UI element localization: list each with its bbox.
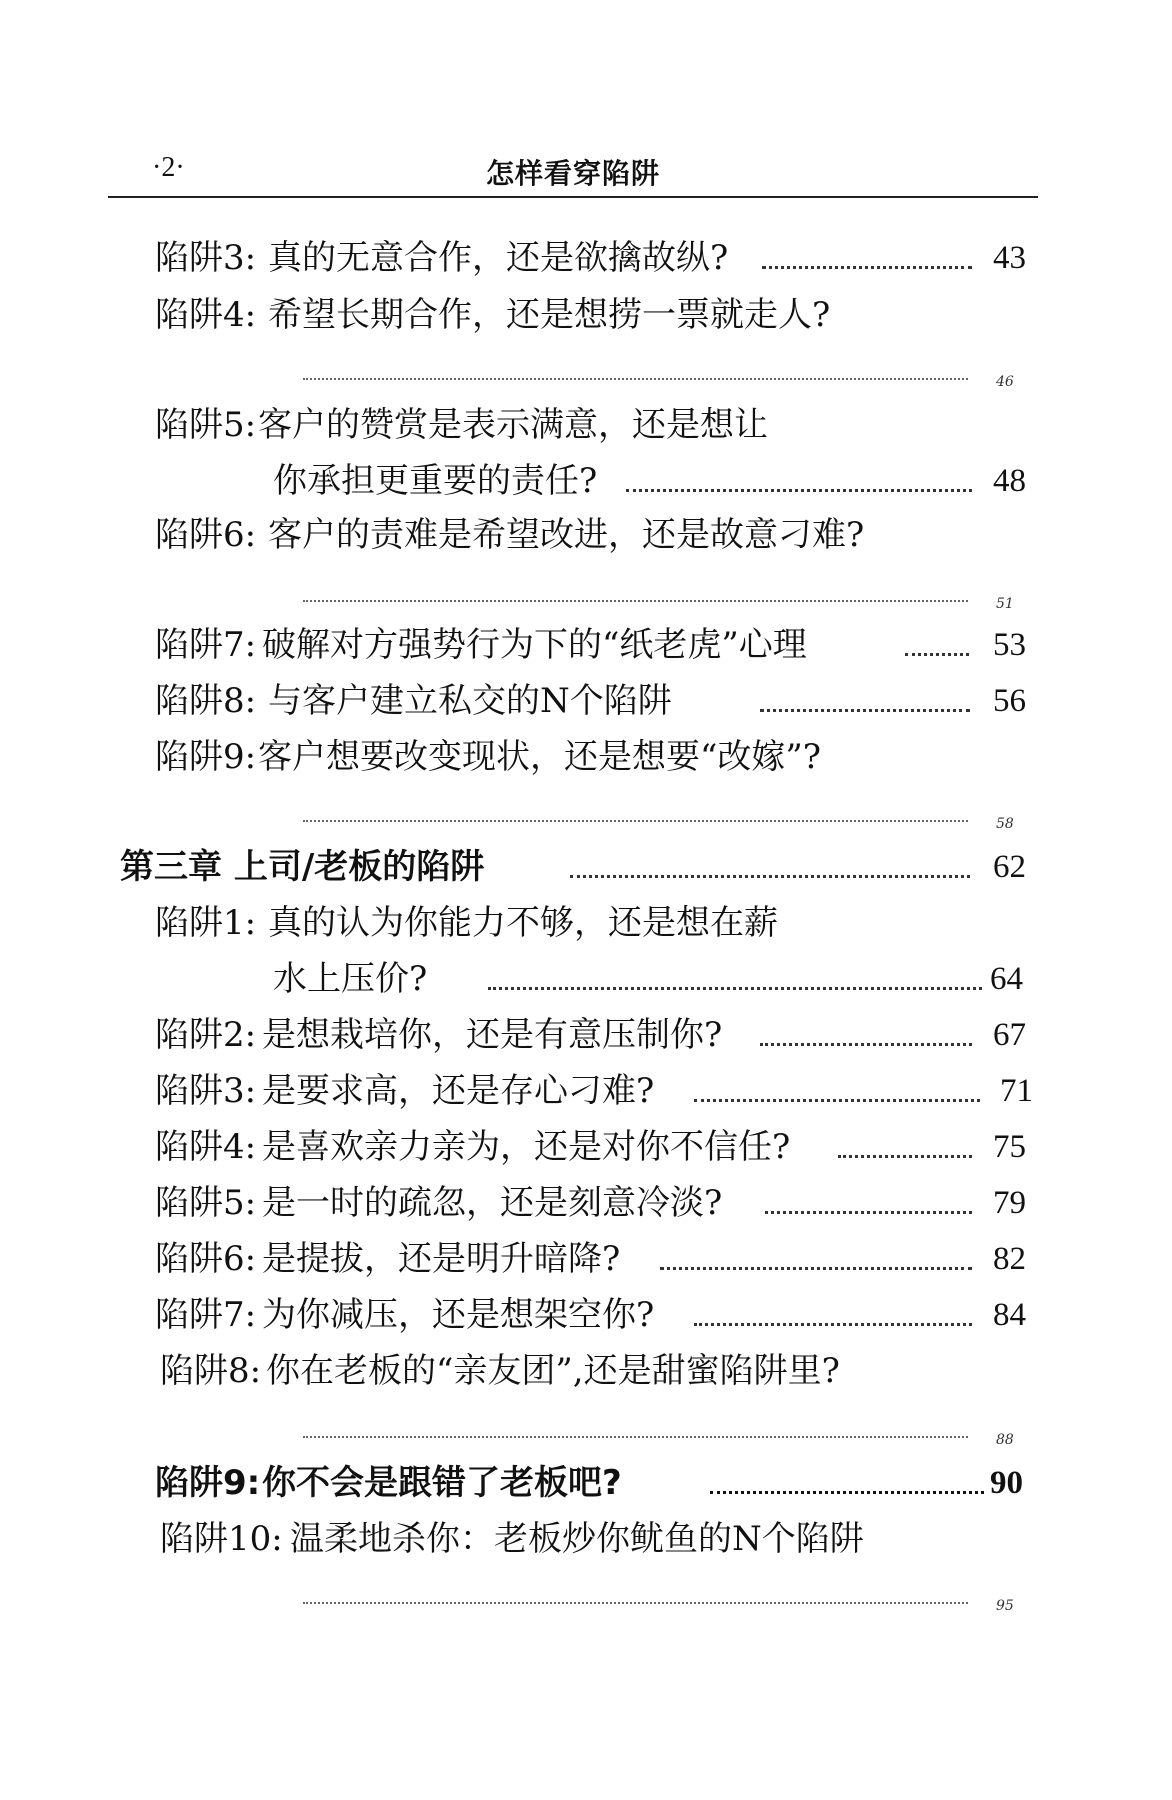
dot-leader bbox=[762, 266, 972, 269]
page-number: ·2· bbox=[152, 152, 185, 183]
dot-leader bbox=[694, 1099, 980, 1102]
dot-leader bbox=[660, 1267, 972, 1270]
dot-leader bbox=[570, 875, 970, 878]
toc-entry bbox=[0, 898, 1172, 948]
toc-entry-title: 希望长期合作，还是想捞一票就走人? bbox=[268, 295, 831, 335]
dot-leader bbox=[760, 709, 970, 712]
toc-leader-row bbox=[0, 588, 1172, 618]
toc-entry-emphasized bbox=[0, 1458, 1172, 1508]
toc-entry-label: 陷阱9: bbox=[155, 1463, 261, 1503]
dot-leader bbox=[626, 489, 972, 492]
toc-entry-title: 客户的责难是希望改进，还是故意刁难? bbox=[268, 515, 865, 555]
dot-leader bbox=[303, 820, 968, 822]
toc-entry-label: 陷阱4: bbox=[155, 295, 257, 335]
toc-entry bbox=[0, 510, 1172, 560]
toc-entry bbox=[0, 732, 1172, 782]
dot-leader bbox=[488, 987, 982, 990]
running-header bbox=[108, 150, 1038, 198]
toc-entry-title: 破解对方强势行为下的“纸老虎”心理 bbox=[262, 625, 807, 665]
toc-page-number-handwritten: 88 bbox=[996, 1432, 1014, 1448]
toc-page-number: 62 bbox=[993, 849, 1026, 885]
toc-leader-row bbox=[0, 808, 1172, 838]
toc-entry-label: 陷阱5: bbox=[155, 1183, 257, 1223]
toc-entry bbox=[0, 1178, 1172, 1228]
toc-entry bbox=[0, 233, 1172, 283]
toc-entry-label: 陷阱7: bbox=[155, 625, 257, 665]
dot-leader bbox=[303, 1436, 968, 1438]
toc-entry-title: 是一时的疏忽，还是刻意冷淡? bbox=[262, 1183, 723, 1223]
toc-entry-title: 客户的赞赏是表示满意，还是想让 bbox=[258, 405, 768, 445]
toc-entry-label: 陷阱5: bbox=[155, 405, 257, 445]
toc-entry-label: 陷阱7: bbox=[155, 1295, 257, 1335]
toc-page-number-handwritten: 95 bbox=[996, 1598, 1014, 1614]
toc-entry-title: 真的认为你能力不够，还是想在薪 bbox=[268, 903, 778, 943]
toc-entry bbox=[0, 1122, 1172, 1172]
toc-entry-title: 是喜欢亲力亲为，还是对你不信任? bbox=[262, 1127, 791, 1167]
toc-page-number: 90 bbox=[990, 1465, 1023, 1501]
toc-page-number: 48 bbox=[993, 463, 1026, 499]
toc-entry-title: 你在老板的“亲友团”,还是甜蜜陷阱里? bbox=[266, 1351, 840, 1391]
book-title: 怎样看穿陷阱 bbox=[486, 157, 661, 190]
toc-entry-label: 陷阱10: bbox=[160, 1519, 283, 1559]
toc-page-number: 75 bbox=[993, 1129, 1026, 1165]
toc-entry-title: 为你减压，还是想架空你? bbox=[262, 1295, 655, 1335]
toc-entry bbox=[0, 400, 1172, 450]
toc-entry-label: 陷阱8: bbox=[155, 681, 257, 721]
toc-entry-label: 陷阱3: bbox=[155, 1071, 257, 1111]
toc-entry-title: 与客户建立私交的N个陷阱 bbox=[268, 681, 672, 721]
dot-leader bbox=[905, 653, 969, 656]
toc-entry-label: 陷阱8: bbox=[160, 1351, 262, 1391]
toc-page-number: 82 bbox=[993, 1241, 1026, 1277]
dot-leader bbox=[760, 1043, 972, 1046]
toc-leader-row bbox=[0, 1424, 1172, 1454]
toc-entry bbox=[0, 290, 1172, 340]
toc-leader-row bbox=[0, 366, 1172, 396]
toc-entry-title: 是想栽培你，还是有意压制你? bbox=[262, 1015, 723, 1055]
toc-entry-label: 陷阱6: bbox=[155, 1239, 257, 1279]
toc-entry-title: 温柔地杀你：老板炒你鱿鱼的N个陷阱 bbox=[290, 1519, 864, 1559]
toc-entry bbox=[0, 1514, 1172, 1564]
toc-page-number-handwritten: 46 bbox=[996, 374, 1014, 390]
toc-entry-label: 陷阱3: bbox=[155, 238, 257, 278]
toc-entry-label: 陷阱2: bbox=[155, 1015, 257, 1055]
toc-entry-title-cont: 水上压价? bbox=[273, 959, 428, 999]
toc-page-number: 64 bbox=[990, 961, 1023, 997]
toc-entry bbox=[0, 676, 1172, 726]
toc-entry bbox=[0, 620, 1172, 670]
dot-leader bbox=[303, 600, 968, 602]
toc-page-number: 43 bbox=[993, 240, 1026, 276]
toc-entry-label: 陷阱4: bbox=[155, 1127, 257, 1167]
toc-entry-label: 陷阱6: bbox=[155, 515, 257, 555]
toc-page-number: 84 bbox=[993, 1297, 1026, 1333]
toc-page-number: 53 bbox=[993, 627, 1026, 663]
dot-leader bbox=[710, 1491, 984, 1494]
toc-page-number: 71 bbox=[1000, 1073, 1033, 1109]
toc-entry-title: 是要求高，还是存心刁难? bbox=[262, 1071, 655, 1111]
dot-leader bbox=[838, 1155, 972, 1158]
toc-entry bbox=[0, 1066, 1172, 1116]
toc-page-number-handwritten: 51 bbox=[996, 596, 1014, 612]
toc-page-number: 56 bbox=[993, 683, 1026, 719]
toc-entry bbox=[0, 1234, 1172, 1284]
toc-entry bbox=[0, 1346, 1172, 1396]
chapter-title: 第三章 上司/老板的陷阱 bbox=[120, 847, 485, 887]
toc-entry-continuation bbox=[0, 954, 1172, 1004]
toc-entry-title-cont: 你承担更重要的责任? bbox=[273, 461, 598, 501]
toc-entry-title: 是提拔，还是明升暗降? bbox=[262, 1239, 621, 1279]
toc-entry-title: 你不会是跟错了老板吧? bbox=[262, 1463, 622, 1503]
toc-page-number: 79 bbox=[993, 1185, 1026, 1221]
toc-entry-continuation bbox=[0, 456, 1172, 506]
toc-entry-label: 陷阱1: bbox=[155, 903, 257, 943]
toc-page-number-handwritten: 58 bbox=[996, 816, 1014, 832]
dot-leader bbox=[303, 378, 968, 380]
dot-leader bbox=[694, 1323, 972, 1326]
toc-entry bbox=[0, 1290, 1172, 1340]
toc-entry bbox=[0, 1010, 1172, 1060]
toc-leader-row bbox=[0, 1590, 1172, 1620]
toc-entry-title: 客户想要改变现状，还是想要“改嫁”? bbox=[258, 737, 821, 777]
chapter-heading bbox=[0, 842, 1172, 892]
toc-entry-title: 真的无意合作，还是欲擒故纵? bbox=[268, 238, 729, 278]
toc-page-number: 67 bbox=[993, 1017, 1026, 1053]
dot-leader bbox=[765, 1211, 972, 1214]
dot-leader bbox=[303, 1602, 968, 1604]
toc-entry-label: 陷阱9: bbox=[155, 737, 257, 777]
